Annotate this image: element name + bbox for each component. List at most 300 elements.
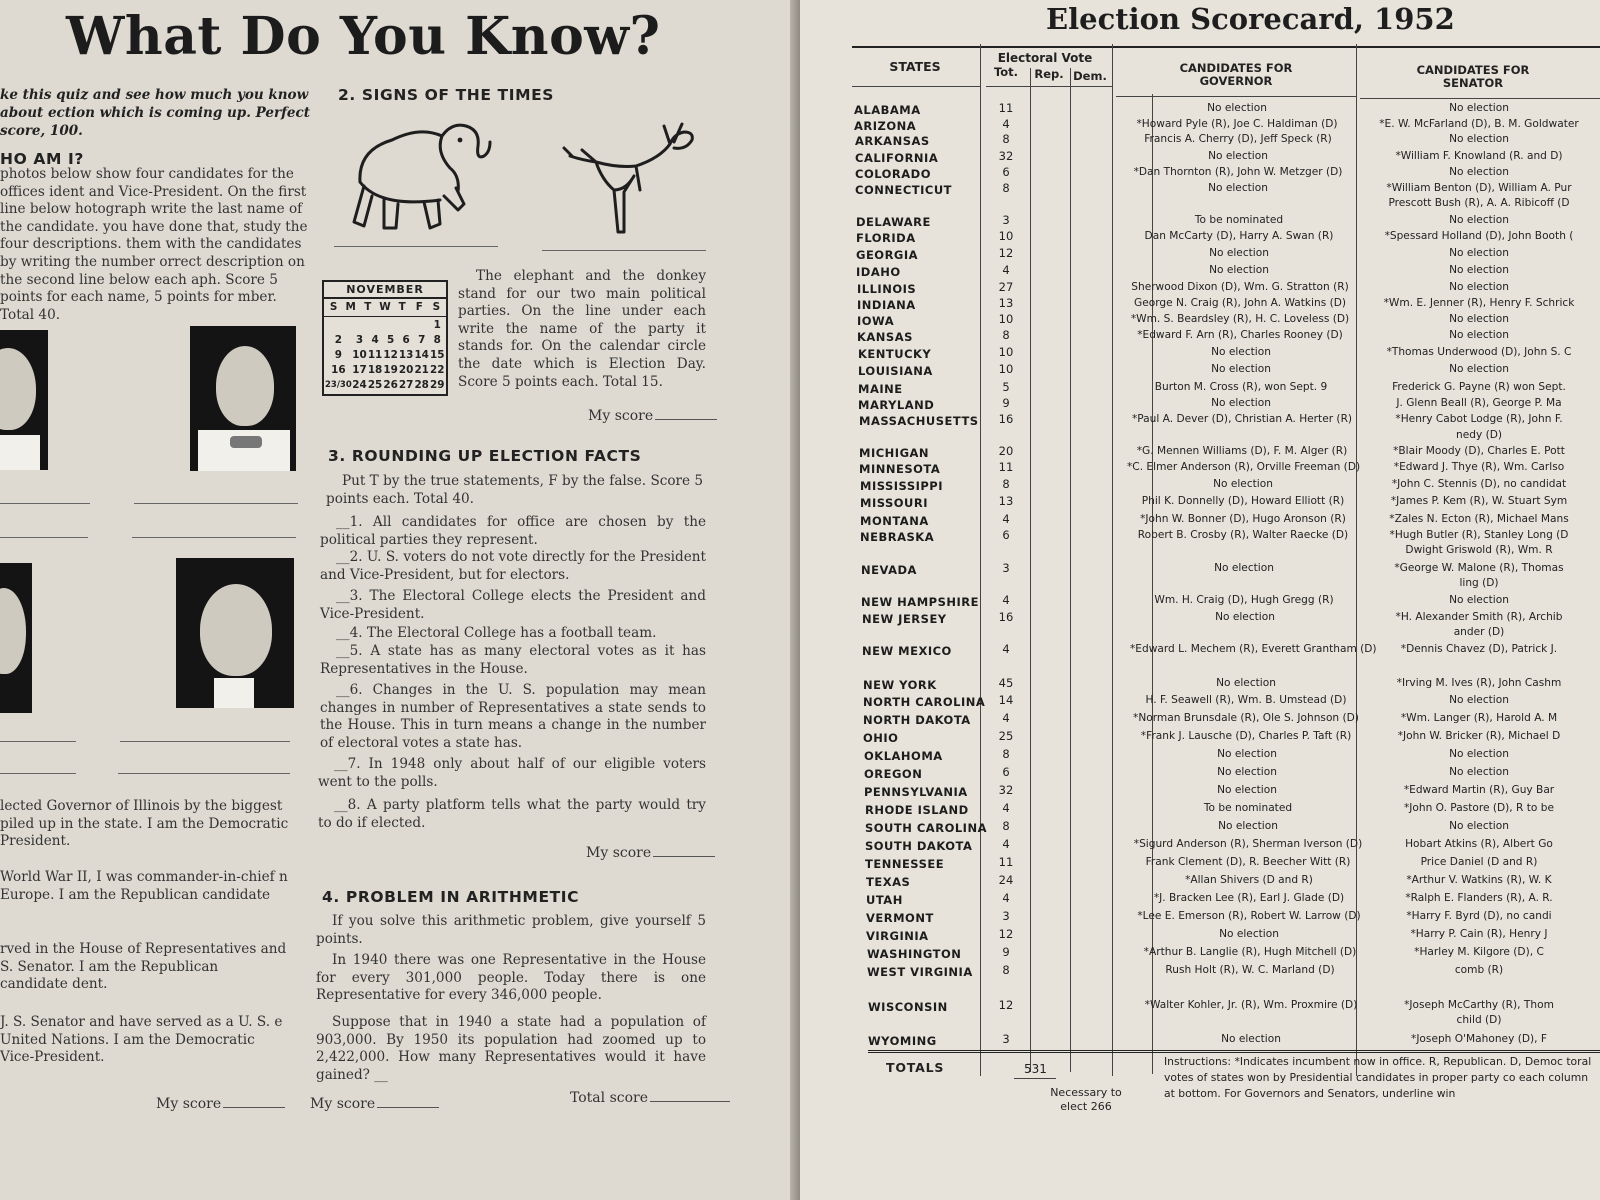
state-name: NEVADA: [861, 563, 917, 577]
senator-candidates: *Harry F. Byrd (D), no candi: [1406, 910, 1552, 922]
electoral-votes-total: 25: [998, 729, 1014, 743]
score-line-2[interactable]: My score: [588, 408, 717, 424]
senator-candidates: Frederick G. Payne (R) won Sept.: [1392, 381, 1566, 393]
senator-candidates: No election: [1449, 247, 1509, 259]
electoral-votes-total: 8: [1002, 747, 1010, 761]
calendar-days: [324, 316, 446, 394]
senator-candidates: nedy (D): [1455, 429, 1503, 441]
problem-paragraph-3: Suppose that in 1940 a state had a population of 903,000. By 1950 its population had zoomed up to 2,422,000. How many Representatives would it have gained? __: [316, 1014, 706, 1083]
electoral-votes-total: 13: [998, 494, 1014, 508]
statement-6: __6. Changes in the U. S. population may mean changes in number of Representatives a state sends to the House. This in turn means a change in the number of electoral votes a state has.: [320, 682, 706, 751]
governor-candidates: No election: [1214, 562, 1274, 574]
state-name: UTAH: [866, 893, 903, 907]
electoral-votes-total: 5: [1002, 380, 1010, 394]
electoral-votes-total: 45: [998, 676, 1014, 690]
calendar-day[interactable]: [414, 318, 430, 332]
totals-underline: [1014, 1078, 1056, 1079]
senator-candidates: *E. W. McFarland (D), B. M. Goldwater: [1379, 118, 1579, 130]
electoral-votes-total: 6: [1002, 528, 1010, 542]
senator-candidates: *John C. Stennis (D), no candidat: [1391, 478, 1567, 490]
calendar-day[interactable]: 19: [383, 364, 398, 376]
electoral-votes-total: 4: [1002, 642, 1010, 656]
calendar-day[interactable]: 6: [402, 334, 410, 346]
calendar-day[interactable]: 11: [367, 349, 383, 361]
electoral-votes-total: 20: [998, 444, 1014, 458]
sub-header-rule: [1360, 98, 1600, 99]
electoral-votes-total: 6: [1002, 765, 1010, 779]
right-page-scorecard: [800, 0, 1600, 1200]
party-answer-line[interactable]: [334, 246, 498, 247]
sub-header-rule: [852, 86, 980, 87]
electoral-votes-total: 4: [1002, 801, 1010, 815]
state-name: MONTANA: [860, 514, 929, 528]
senator-candidates: *Harley M. Kilgore (D), C: [1414, 946, 1544, 958]
senator-candidates: No election: [1449, 133, 1509, 145]
statement-8: __8. A party platform tells what the party would try to do if elected.: [318, 797, 706, 831]
senator-candidates: ling (D): [1459, 577, 1499, 589]
column-rule: [1112, 44, 1113, 1076]
calendar-day[interactable]: 14: [414, 349, 429, 361]
electoral-votes-total: 24: [998, 873, 1014, 887]
statement-2: __2. U. S. voters do not vote directly for the President and Vice-President, but for electors.: [320, 549, 706, 583]
senator-candidates: *William Benton (D), William A. Pur: [1386, 182, 1572, 194]
totals-label: TOTALS: [886, 1060, 945, 1075]
totals-rule: [868, 1050, 1600, 1053]
signs-heading: 2. SIGNS OF THE TIMES: [338, 86, 555, 104]
governor-candidates: No election: [1221, 1033, 1281, 1045]
governor-candidates: *J. Bracken Lee (R), Earl J. Glade (D): [1153, 892, 1345, 904]
calendar-day[interactable]: 29: [429, 379, 445, 391]
senator-candidates: *James P. Kem (R), W. Stuart Sym: [1390, 495, 1568, 507]
calendar-day[interactable]: 2: [334, 334, 342, 346]
governor-candidates: No election: [1217, 784, 1277, 796]
governor-candidates: *Wm. S. Beardsley (R), H. C. Loveless (D): [1130, 313, 1350, 325]
governor-candidates: *Dan Thornton (R), John W. Metzger (D): [1133, 166, 1343, 178]
state-name: WYOMING: [868, 1034, 937, 1048]
calendar-day[interactable]: 3: [355, 334, 364, 346]
signs-text: The elephant and the donkey stand for our two main political parties. On the line under each write the name of the party it stands for. On the calendar circle the date which is Election Day. Score 5 points each. Total 15.: [458, 268, 706, 390]
answer-line[interactable]: [118, 773, 290, 774]
electoral-votes-total: 10: [998, 362, 1014, 376]
governor-candidates: *Frank J. Lausche (D), Charles P. Taft (R): [1140, 730, 1352, 742]
senator-candidates: No election: [1449, 594, 1509, 606]
senator-candidates: No election: [1449, 102, 1509, 114]
governor-header: CANDIDATES FOR GOVERNOR: [1179, 61, 1293, 88]
senator-candidates: No election: [1449, 694, 1509, 706]
elephant-icon: [340, 112, 500, 242]
calendar-weekday: W: [379, 301, 391, 313]
description-1: lected Governor of Illinois by the biggest piled up in the state. I am the Democratic President.: [0, 798, 289, 850]
state-name: TENNESSEE: [865, 857, 945, 871]
governor-candidates: Francis A. Cherry (D), Jeff Speck (R): [1144, 133, 1332, 145]
rep-header: Rep.: [1034, 67, 1064, 81]
state-name: MISSOURI: [860, 496, 929, 510]
governor-candidates: Sherwood Dixon (D), Wm. G. Stratton (R): [1131, 281, 1349, 293]
left-page-quiz: [0, 0, 795, 1200]
state-name: COLORADO: [855, 167, 931, 181]
answer-line[interactable]: [0, 503, 90, 504]
senator-candidates: *Arthur V. Watkins (R), W. K: [1406, 874, 1552, 886]
senator-candidates: comb (R): [1454, 964, 1504, 976]
calendar-day[interactable]: 8: [433, 334, 441, 346]
rounding-text: Put T by the true statements, F by the false. Score 5 points each. Total 40.: [326, 473, 704, 507]
calendar-day[interactable]: [367, 318, 383, 332]
state-name: WEST VIRGINIA: [867, 965, 973, 979]
answer-line[interactable]: [120, 741, 290, 742]
who-am-i-heading: HO AM I?: [0, 150, 84, 168]
sub-header-rule: [986, 86, 1112, 87]
state-name: NEW HAMPSHIRE: [861, 595, 979, 609]
answer-line[interactable]: [132, 537, 296, 538]
state-name: ILLINOIS: [857, 282, 917, 296]
senator-candidates: No election: [1449, 363, 1509, 375]
electoral-votes-total: 3: [1002, 561, 1010, 575]
governor-candidates: *Walter Kohler, Jr. (R), Wm. Proxmire (D): [1144, 999, 1358, 1011]
electoral-votes-total: 6: [1002, 165, 1010, 179]
scorecard-title: Election Scorecard, 1952: [1046, 2, 1455, 36]
senator-candidates: *Dennis Chavez (D), Patrick J.: [1400, 643, 1558, 655]
statement-1: __1. All candidates for office are chosen by the political parties they represent.: [320, 514, 706, 548]
donkey-icon: [562, 120, 702, 240]
state-name: ALABAMA: [854, 103, 921, 117]
electoral-votes-total: 8: [1002, 328, 1010, 342]
electoral-votes-total: 11: [998, 460, 1014, 474]
state-name: NEBRASKA: [860, 530, 935, 544]
electoral-votes-total: 4: [1002, 263, 1010, 277]
electoral-votes-total: 3: [1002, 213, 1010, 227]
calendar-day[interactable]: 17: [352, 364, 367, 376]
calendar-day[interactable]: [352, 318, 368, 332]
governor-candidates: Frank Clement (D), R. Beecher Witt (R): [1145, 856, 1351, 868]
governor-candidates: No election: [1218, 820, 1278, 832]
electoral-votes-total: 10: [998, 345, 1014, 359]
electoral-votes-total: 3: [1002, 909, 1010, 923]
senator-candidates: *Edward J. Thye (R), Wm. Carlso: [1393, 461, 1565, 473]
state-name: MAINE: [858, 382, 903, 396]
calendar-day[interactable]: 28: [414, 379, 429, 391]
november-calendar: [322, 280, 448, 396]
senator-candidates: *Irving M. Ives (R), John Cashm: [1396, 677, 1562, 689]
quiz-title: What Do You Know?: [66, 6, 661, 67]
calendar-weekday: S: [329, 301, 338, 313]
electoral-votes-total: 4: [1002, 593, 1010, 607]
description-4: J. S. Senator and have served as a U. S. e United Nations. I am the Democratic Vice-President.: [0, 1014, 283, 1066]
state-name: LOUISIANA: [858, 364, 933, 378]
governor-candidates: No election: [1217, 766, 1277, 778]
calendar-day[interactable]: 21: [414, 364, 429, 376]
state-name: MICHIGAN: [859, 446, 930, 460]
senator-candidates: Hobart Atkins (R), Albert Go: [1405, 838, 1553, 850]
state-name: MARYLAND: [858, 398, 935, 412]
governor-candidates: No election: [1216, 677, 1276, 689]
senator-candidates: ander (D): [1453, 626, 1505, 638]
senator-candidates: Price Daniel (D and R): [1420, 856, 1538, 868]
instructions-text: Instructions: *Indicates incumbent now in office. R, Republican. D, Democ toral votes of states won by Presidential candidates in proper party co each column at bottom. For Governors and Senators, underline win: [1164, 1055, 1592, 1100]
governor-candidates: *Paul A. Dever (D), Christian A. Herter (R): [1131, 413, 1353, 425]
governor-candidates: No election: [1219, 928, 1279, 940]
state-name: KENTUCKY: [858, 347, 932, 361]
governor-candidates: Rush Holt (R), W. C. Marland (D): [1165, 964, 1335, 976]
governor-candidates: No election: [1211, 363, 1271, 375]
senator-candidates: *Thomas Underwood (D), John S. C: [1386, 346, 1572, 358]
governor-candidates: Dan McCarty (D), Harry A. Swan (R): [1144, 230, 1334, 242]
senator-candidates: *Spessard Holland (D), John Booth (: [1384, 230, 1574, 242]
calendar-day[interactable]: 10: [352, 349, 367, 361]
statement-4: __4. The Electoral College has a football team.: [336, 625, 657, 641]
governor-candidates: Burton M. Cross (R), won Sept. 9: [1154, 381, 1328, 393]
governor-candidates: To be nominated: [1203, 802, 1293, 814]
governor-candidates: Wm. H. Craig (D), Hugh Gregg (R): [1154, 594, 1334, 606]
calendar-weekday: T: [398, 301, 406, 313]
electoral-votes-total: 10: [998, 229, 1014, 243]
totals-value: 531: [1024, 1062, 1047, 1076]
senator-candidates: No election: [1449, 281, 1509, 293]
electoral-votes-total: 12: [998, 246, 1014, 260]
tot-header: Tot.: [993, 65, 1019, 79]
senator-candidates: Prescott Bush (R), A. A. Ribicoff (D: [1388, 197, 1570, 209]
state-name: MISSISSIPPI: [860, 479, 944, 493]
state-name: GEORGIA: [856, 248, 919, 262]
calendar-day[interactable]: 25: [367, 379, 383, 391]
senator-candidates: *William F. Knowland (R. and D): [1395, 150, 1563, 162]
governor-candidates: No election: [1217, 748, 1277, 760]
calendar-day[interactable]: 20: [398, 364, 414, 376]
calendar-weekday: S: [432, 301, 441, 313]
electoral-votes-total: 32: [998, 783, 1014, 797]
column-rule: [980, 44, 981, 1076]
state-name: NORTH DAKOTA: [863, 713, 971, 727]
calendar-weekdays: [324, 299, 446, 316]
electoral-votes-total: 11: [998, 101, 1014, 115]
governor-candidates: Phil K. Donnelly (D), Howard Elliott (R): [1141, 495, 1345, 507]
governor-candidates: *John W. Bonner (D), Hugo Aronson (R): [1140, 513, 1346, 525]
state-name: INDIANA: [857, 298, 916, 312]
electoral-votes-total: 4: [1002, 891, 1010, 905]
calendar-day[interactable]: 4: [371, 334, 379, 346]
answer-line[interactable]: [0, 537, 88, 538]
governor-candidates: No election: [1211, 346, 1271, 358]
calendar-day[interactable]: 13: [398, 349, 414, 361]
electoral-votes-total: 13: [998, 296, 1014, 310]
senator-candidates: *George W. Malone (R), Thomas: [1394, 562, 1564, 574]
governor-candidates: *Sigurd Anderson (R), Sherman Iverson (D): [1133, 838, 1363, 850]
electoral-votes-total: 4: [1002, 512, 1010, 526]
senator-candidates: *Wm. Langer (R), Harold A. M: [1400, 712, 1558, 724]
electoral-vote-header: Electoral Vote: [997, 51, 1093, 65]
state-name: CONNECTICUT: [855, 183, 953, 197]
state-name: KANSAS: [857, 330, 913, 344]
electoral-votes-total: 3: [1002, 1032, 1010, 1046]
electoral-votes-total: 9: [1002, 396, 1010, 410]
calendar-day[interactable]: [398, 318, 414, 332]
electoral-votes-total: 4: [1002, 711, 1010, 725]
state-name: FLORIDA: [856, 231, 916, 245]
answer-line[interactable]: [0, 773, 76, 774]
governor-candidates: To be nominated: [1194, 214, 1284, 226]
state-name: MINNESOTA: [859, 462, 941, 476]
state-name: ARIZONA: [854, 119, 917, 133]
column-rule: [1070, 68, 1071, 1072]
senator-candidates: *John O. Pastore (D), R to be: [1403, 802, 1555, 814]
governor-candidates: Robert B. Crosby (R), Walter Raecke (D): [1137, 529, 1349, 541]
calendar-day[interactable]: 26: [383, 379, 398, 391]
rounding-heading: 3. ROUNDING UP ELECTION FACTS: [328, 447, 642, 465]
problem-heading: 4. PROBLEM IN ARITHMETIC: [322, 888, 580, 906]
governor-candidates: *Allan Shivers (D and R): [1185, 874, 1313, 886]
necessary-to-elect: Necessary to elect 266: [1050, 1086, 1122, 1113]
electoral-votes-total: 8: [1002, 963, 1010, 977]
calendar-day[interactable]: 9: [334, 349, 342, 361]
senator-candidates: No election: [1449, 766, 1509, 778]
score-line-3[interactable]: My score: [586, 845, 715, 861]
governor-candidates: *Howard Pyle (R), Joe C. Haldiman (D): [1136, 118, 1338, 130]
governor-candidates: *C. Elmer Anderson (R), Orville Freeman (D): [1127, 461, 1361, 473]
senator-candidates: *Joseph McCarthy (R), Thom: [1404, 999, 1554, 1011]
electoral-votes-total: 8: [1002, 819, 1010, 833]
electoral-votes-total: 4: [1002, 837, 1010, 851]
who-am-i-text: photos below show four candidates for the offices ident and Vice-President. On the first line below hotograph write the last name of the candidate. you have done that, study the four descriptions. them with the candidates by writing the number orrect description on the second line below each aph. Score 5 points for each name, 5 points for mber. Total 40.: [0, 166, 308, 323]
state-name: OREGON: [864, 767, 923, 781]
calendar-day[interactable]: 5: [386, 334, 395, 346]
calendar-day[interactable]: 1: [433, 319, 441, 331]
calendar-day[interactable]: 27: [398, 379, 414, 391]
states-header: STATES: [889, 59, 941, 74]
calendar-day[interactable]: [383, 318, 399, 332]
governor-candidates: *Edward L. Mechem (R), Everett Grantham (D): [1130, 643, 1377, 655]
candidate-photo-4: [176, 558, 294, 708]
senator-candidates: *Wm. E. Jenner (R), Henry F. Schrick: [1383, 297, 1575, 309]
state-name: TEXAS: [866, 875, 911, 889]
senator-header: CANDIDATES FOR SENATOR: [1416, 63, 1530, 90]
electoral-votes-total: 11: [998, 855, 1014, 869]
senator-candidates: *Edward Martin (R), Guy Bar: [1403, 784, 1555, 796]
state-name: PENNSYLVANIA: [864, 785, 968, 799]
score-line-1[interactable]: My score: [156, 1096, 285, 1112]
senator-candidates: No election: [1449, 748, 1509, 760]
dem-header: Dem.: [1073, 69, 1107, 83]
statement-5: __5. A state has as many electoral votes as it has Representatives in the House.: [320, 643, 706, 677]
state-name: WASHINGTON: [867, 947, 962, 961]
calendar-day[interactable]: 7: [418, 334, 426, 346]
senator-candidates: *Ralph E. Flanders (R), A. R.: [1405, 892, 1553, 904]
calendar-day[interactable]: 15: [429, 349, 445, 361]
state-name: IDAHO: [856, 265, 901, 279]
state-name: SOUTH CAROLINA: [865, 821, 987, 835]
party-answer-line[interactable]: [542, 250, 706, 251]
calendar-weekday: M: [345, 301, 356, 313]
electoral-votes-total: 16: [998, 412, 1014, 426]
state-name: IOWA: [857, 314, 895, 328]
governor-candidates: *Lee E. Emerson (R), Robert W. Larrow (D): [1137, 910, 1361, 922]
senator-candidates: *H. Alexander Smith (R), Archib: [1395, 611, 1563, 623]
governor-candidates: No election: [1209, 247, 1269, 259]
state-name: ARKANSAS: [855, 134, 930, 148]
calendar-day[interactable]: 22: [429, 364, 445, 376]
senator-candidates: No election: [1449, 820, 1509, 832]
state-name: VIRGINIA: [866, 929, 929, 943]
state-name: NEW MEXICO: [862, 644, 952, 658]
answer-line[interactable]: [134, 503, 298, 504]
governor-candidates: H. F. Seawell (R), Wm. B. Umstead (D): [1145, 694, 1347, 706]
governor-candidates: No election: [1209, 264, 1269, 276]
column-rule: [1030, 68, 1031, 1072]
state-name: RHODE ISLAND: [865, 803, 969, 817]
calendar-day[interactable]: 12: [383, 349, 398, 361]
electoral-votes-total: 16: [998, 610, 1014, 624]
sub-header-rule: [1116, 96, 1356, 97]
electoral-votes-total: 14: [998, 693, 1014, 707]
candidate-photo-2: [190, 326, 296, 471]
statement-3: __3. The Electoral College elects the President and Vice-President.: [320, 588, 706, 622]
senator-candidates: No election: [1449, 329, 1509, 341]
senator-candidates: *Hugh Butler (R), Stanley Long (D: [1389, 529, 1569, 541]
calendar-day[interactable]: 23/30: [325, 380, 352, 390]
calendar-weekday: T: [364, 301, 372, 313]
senator-candidates: No election: [1449, 264, 1509, 276]
governor-candidates: No election: [1215, 611, 1275, 623]
governor-candidates: No election: [1207, 102, 1267, 114]
electoral-votes-total: 8: [1002, 477, 1010, 491]
governor-candidates: No election: [1208, 182, 1268, 194]
senator-candidates: *Blair Moody (D), Charles E. Pott: [1393, 445, 1565, 457]
state-name: WISCONSIN: [868, 1000, 948, 1014]
state-name: NEW JERSEY: [862, 612, 947, 626]
governor-candidates: *Norman Brunsdale (R), Ole S. Johnson (D): [1133, 712, 1359, 724]
senator-candidates: No election: [1449, 166, 1509, 178]
calendar-day[interactable]: 24: [352, 379, 367, 391]
senator-candidates: *Harry P. Cain (R), Henry J: [1410, 928, 1548, 940]
calendar-day[interactable]: [325, 318, 352, 332]
senator-candidates: Dwight Griswold (R), Wm. R: [1405, 544, 1553, 556]
problem-paragraph-1: If you solve this arithmetic problem, give yourself 5 points.: [316, 913, 706, 947]
state-name: CALIFORNIA: [855, 151, 939, 165]
calendar-month: NOVEMBER: [324, 282, 446, 299]
governor-candidates: No election: [1213, 478, 1273, 490]
calendar-weekday: F: [415, 301, 423, 313]
electoral-votes-total: 32: [998, 149, 1014, 163]
electoral-votes-total: 27: [998, 280, 1014, 294]
table-top-rule: [852, 46, 1600, 48]
senator-candidates: No election: [1449, 214, 1509, 226]
senator-candidates: No election: [1449, 313, 1509, 325]
state-name: MASSACHUSETTS: [859, 414, 979, 428]
total-score-line[interactable]: Total score: [570, 1090, 730, 1106]
electoral-votes-total: 4: [1002, 117, 1010, 131]
governor-candidates: George N. Craig (R), John A. Watkins (D): [1133, 297, 1347, 309]
state-name: SOUTH DAKOTA: [865, 839, 973, 853]
answer-line[interactable]: [0, 741, 76, 742]
governor-candidates: *Edward F. Arn (R), Charles Rooney (D): [1137, 329, 1343, 341]
electoral-votes-total: 12: [998, 998, 1014, 1012]
quiz-intro: ke this quiz and see how much you know about ection which is coming up. Perfect score, 100.: [0, 87, 310, 139]
score-line-4[interactable]: My score: [310, 1096, 439, 1112]
description-2: World War II, I was commander-in-chief n Europe. I am the Republican candidate: [0, 869, 288, 903]
state-name: OHIO: [863, 731, 899, 745]
description-3: rved in the House of Representatives and S. Senator. I am the Republican candidate dent.: [0, 941, 287, 993]
candidate-photo-1: [0, 330, 48, 470]
governor-candidates: *Arthur B. Langlie (R), Hugh Mitchell (D): [1143, 946, 1357, 958]
state-name: NORTH CAROLINA: [863, 695, 986, 709]
senator-candidates: child (D): [1456, 1014, 1502, 1026]
electoral-votes-total: 8: [1002, 132, 1010, 146]
calendar-day[interactable]: 18: [367, 364, 383, 376]
governor-candidates: No election: [1208, 150, 1268, 162]
state-name: DELAWARE: [856, 215, 931, 229]
electoral-votes-total: 10: [998, 312, 1014, 326]
state-name: VERMONT: [866, 911, 934, 925]
calendar-day[interactable]: 16: [331, 364, 346, 376]
electoral-votes-total: 12: [998, 927, 1014, 941]
